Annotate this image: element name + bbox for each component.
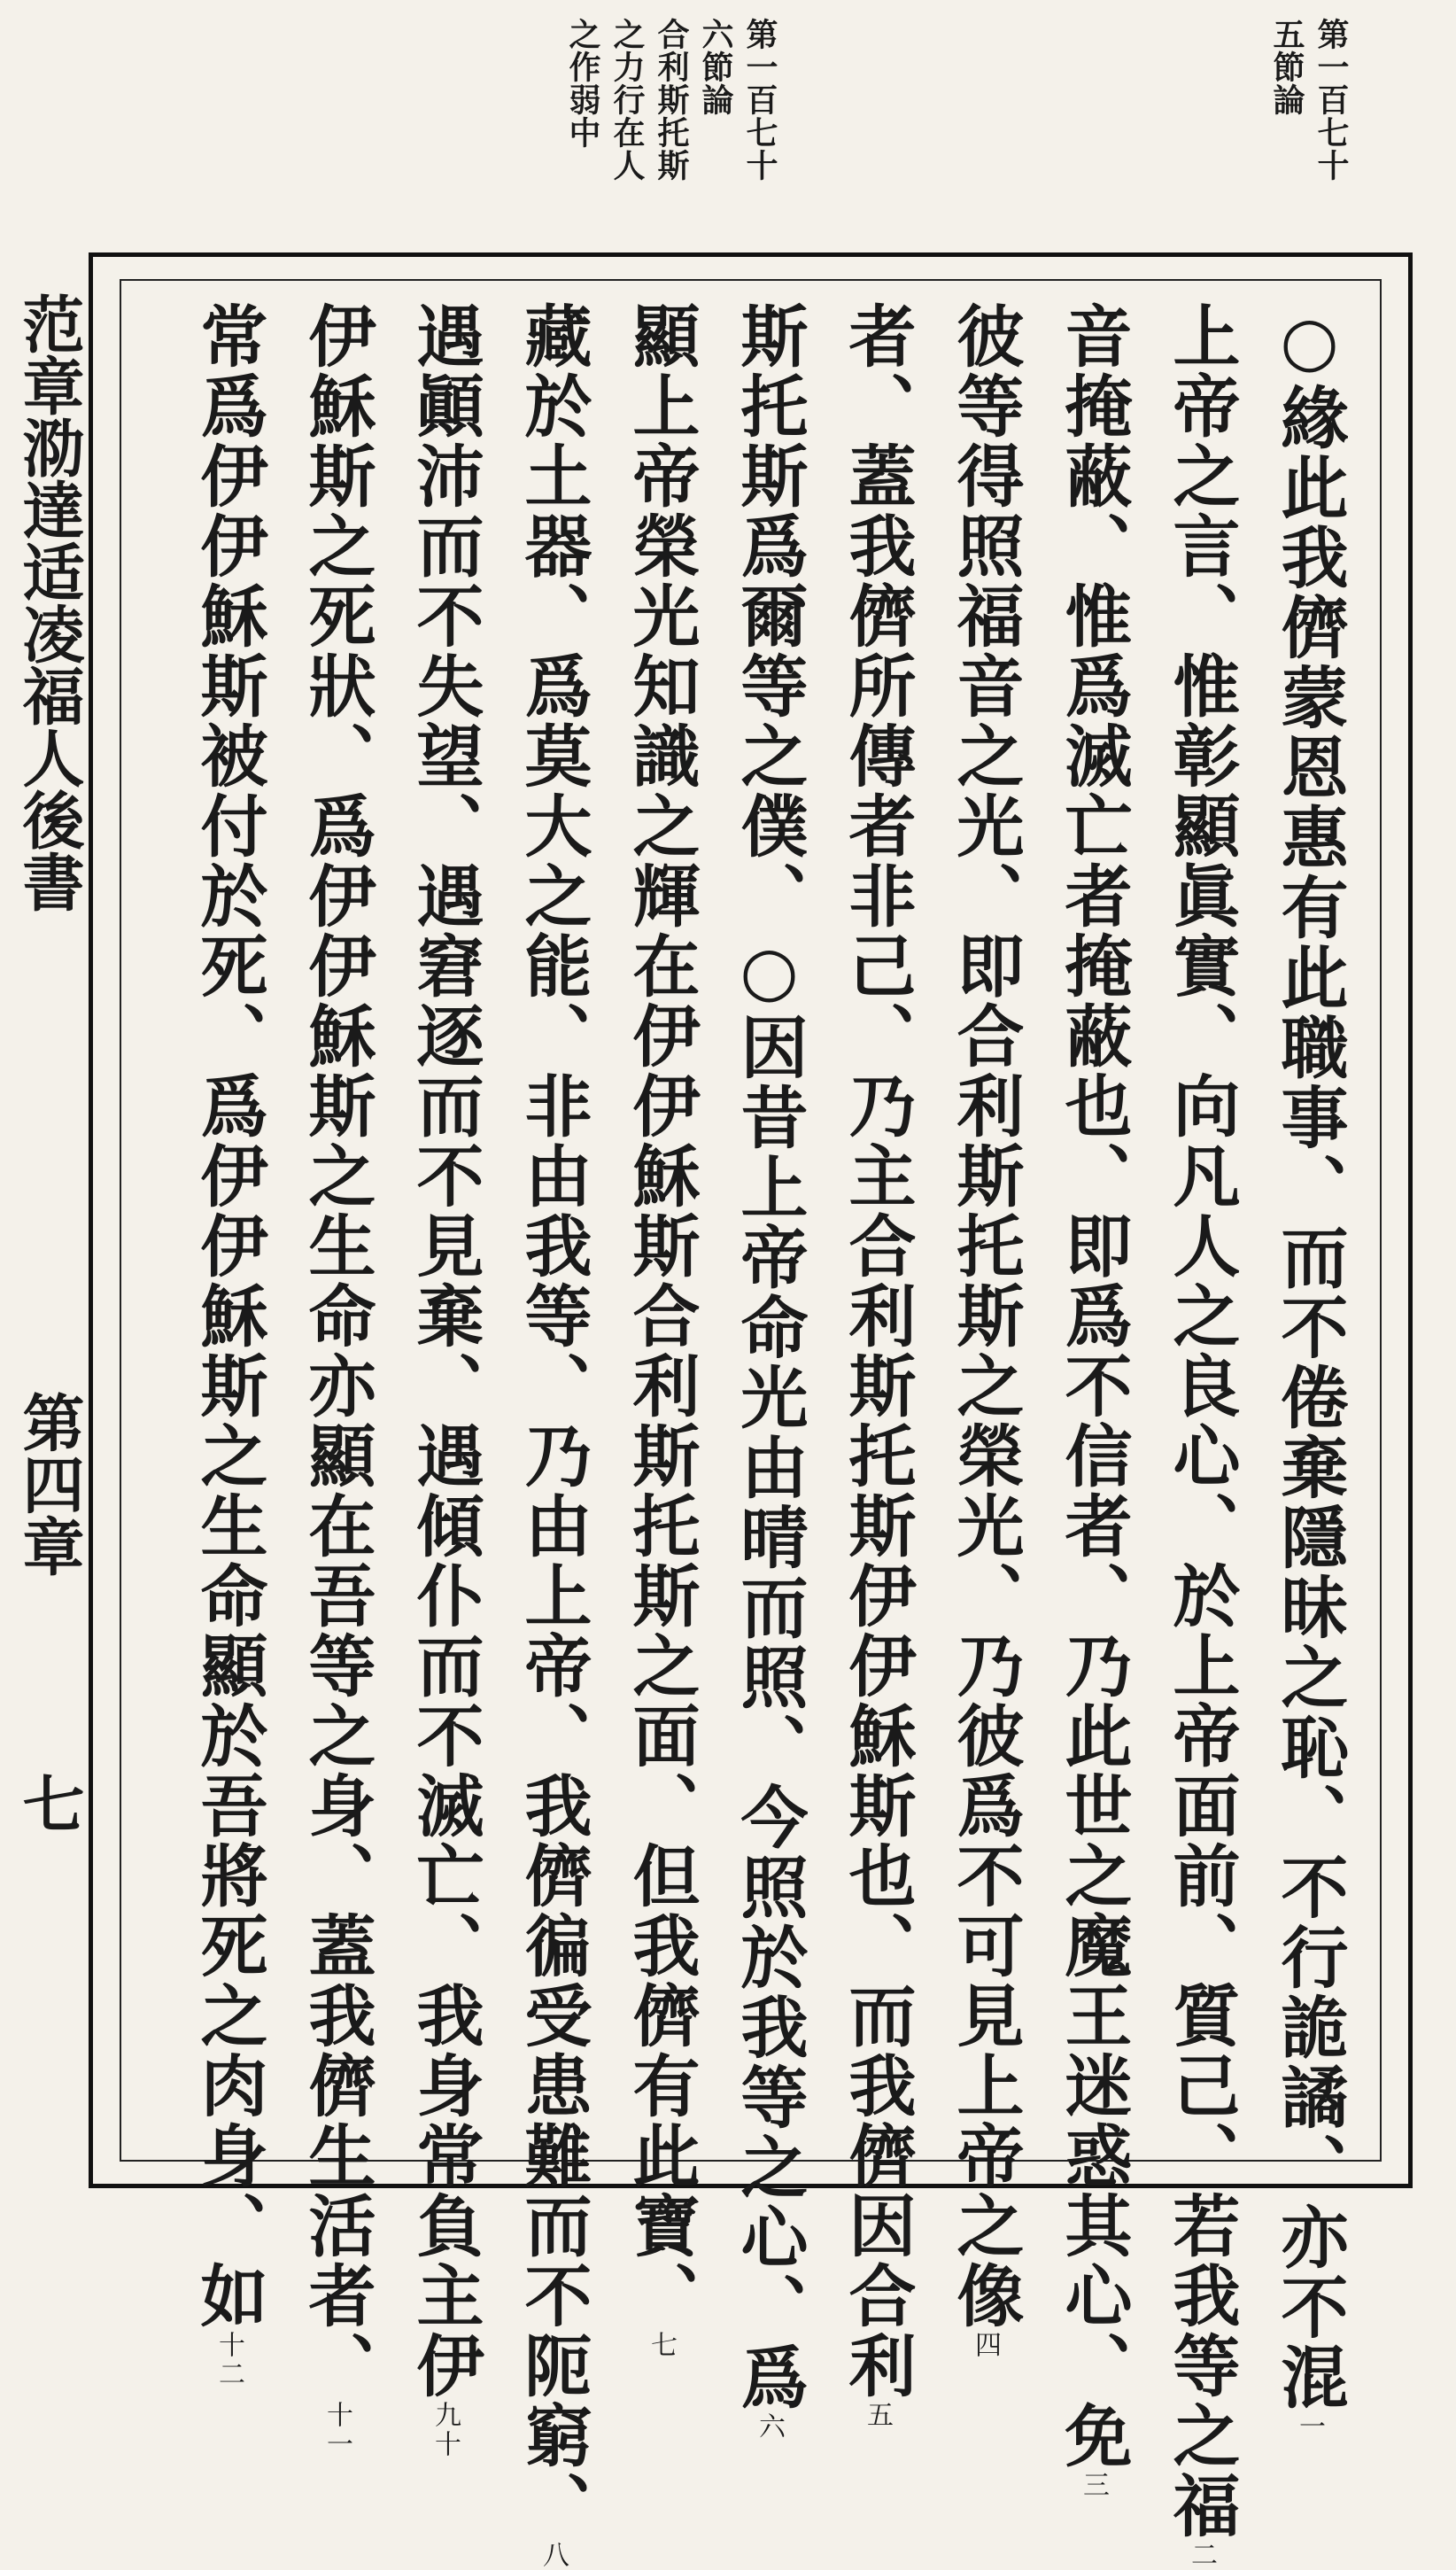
text-column-7 — [622, 301, 701, 2360]
text-column-3 — [1054, 301, 1133, 2500]
side-note-b-line-1: 第一百七十 — [741, 18, 778, 182]
text-column-4 — [946, 301, 1025, 2360]
text-column-9 — [406, 301, 484, 2459]
running-head-page-number: 七 — [12, 1772, 86, 1834]
side-note-b-line-4: 之力行在人 — [608, 18, 646, 182]
text-column-6-text: 斯托斯爲爾等之僕、○因昔上帝命光由晴而照、今照於我等之心、爲 — [730, 301, 809, 2412]
side-note-b-line-5: 之作弱中 — [564, 18, 601, 149]
verse-number: 十一 — [321, 2401, 352, 2459]
side-note-a-line-2: 五節論 — [1268, 18, 1305, 116]
verse-number: 一 — [1294, 2412, 1325, 2442]
verse-number: 九 — [430, 2401, 461, 2430]
running-head-title: 范章泐達适凌福人後書 — [12, 292, 86, 912]
verse-number: 二 — [1186, 2541, 1217, 2570]
text-column-1 — [1270, 301, 1349, 2442]
verse-number: 三 — [1078, 2471, 1109, 2500]
text-column-3-text: 音掩蔽、惟爲滅亡者掩蔽也、即爲不信者、乃此世之魔王迷惑其心、免 — [1054, 301, 1133, 2471]
text-column-5 — [838, 301, 917, 2430]
text-column-10-text: 伊穌斯之死狀、爲伊伊穌斯之生命亦顯在吾等之身、蓋我儕生活者、 — [298, 301, 376, 2401]
verse-number: 八 — [538, 2541, 569, 2570]
text-column-8 — [514, 301, 592, 2570]
text-column-4-text: 彼等得照福音之光、即合利斯托斯之榮光、乃彼爲不可見上帝之像 — [946, 301, 1025, 2331]
side-note-b-line-3: 合利斯托斯 — [653, 18, 690, 182]
side-note-b-line-2: 六節論 — [697, 18, 734, 116]
text-column-5-text: 者、蓋我儕所傳者非己、乃主合利斯托斯伊伊穌斯也、而我儕因合利 — [838, 301, 917, 2401]
text-column-11-text: 常爲伊伊穌斯被付於死、爲伊伊穌斯之生命顯於吾將死之肉身、如 — [190, 301, 268, 2331]
side-note-a-line-1: 第一百七十 — [1313, 18, 1350, 182]
text-column-2-text: 上帝之言、惟彰顯眞實、向凡人之良心、於上帝面前、質己、若我等之福 — [1162, 301, 1241, 2541]
text-column-8-text: 藏於土器、爲莫大之能、非由我等、乃由上帝、我儕徧受患難而不阨窮、 — [514, 301, 592, 2541]
text-column-9-text: 遇顚沛而不失望、遇窘逐而不見棄、遇傾仆而不滅亡、我身常負主伊 — [406, 301, 484, 2401]
verse-number: 四 — [970, 2331, 1001, 2360]
verse-number: 七 — [646, 2331, 677, 2360]
verse-number: 六 — [754, 2412, 785, 2442]
verse-number: 五 — [862, 2401, 893, 2430]
text-column-6 — [730, 301, 809, 2442]
verse-number: 十二 — [213, 2331, 244, 2389]
text-column-2 — [1162, 301, 1241, 2570]
verse-number: 十 — [430, 2430, 461, 2459]
running-head-chapter: 第四章 — [12, 1391, 86, 1577]
text-column-10 — [298, 301, 376, 2459]
text-column-7-text: 顯上帝榮光知識之輝在伊伊穌斯合利斯托斯之面、但我儕有此寶、 — [622, 301, 701, 2331]
text-column-1-text: ○緣此我儕蒙恩惠有此職事、而不倦棄隱昧之恥、不行詭譎、亦不混 — [1270, 301, 1349, 2412]
text-column-11 — [190, 301, 268, 2389]
